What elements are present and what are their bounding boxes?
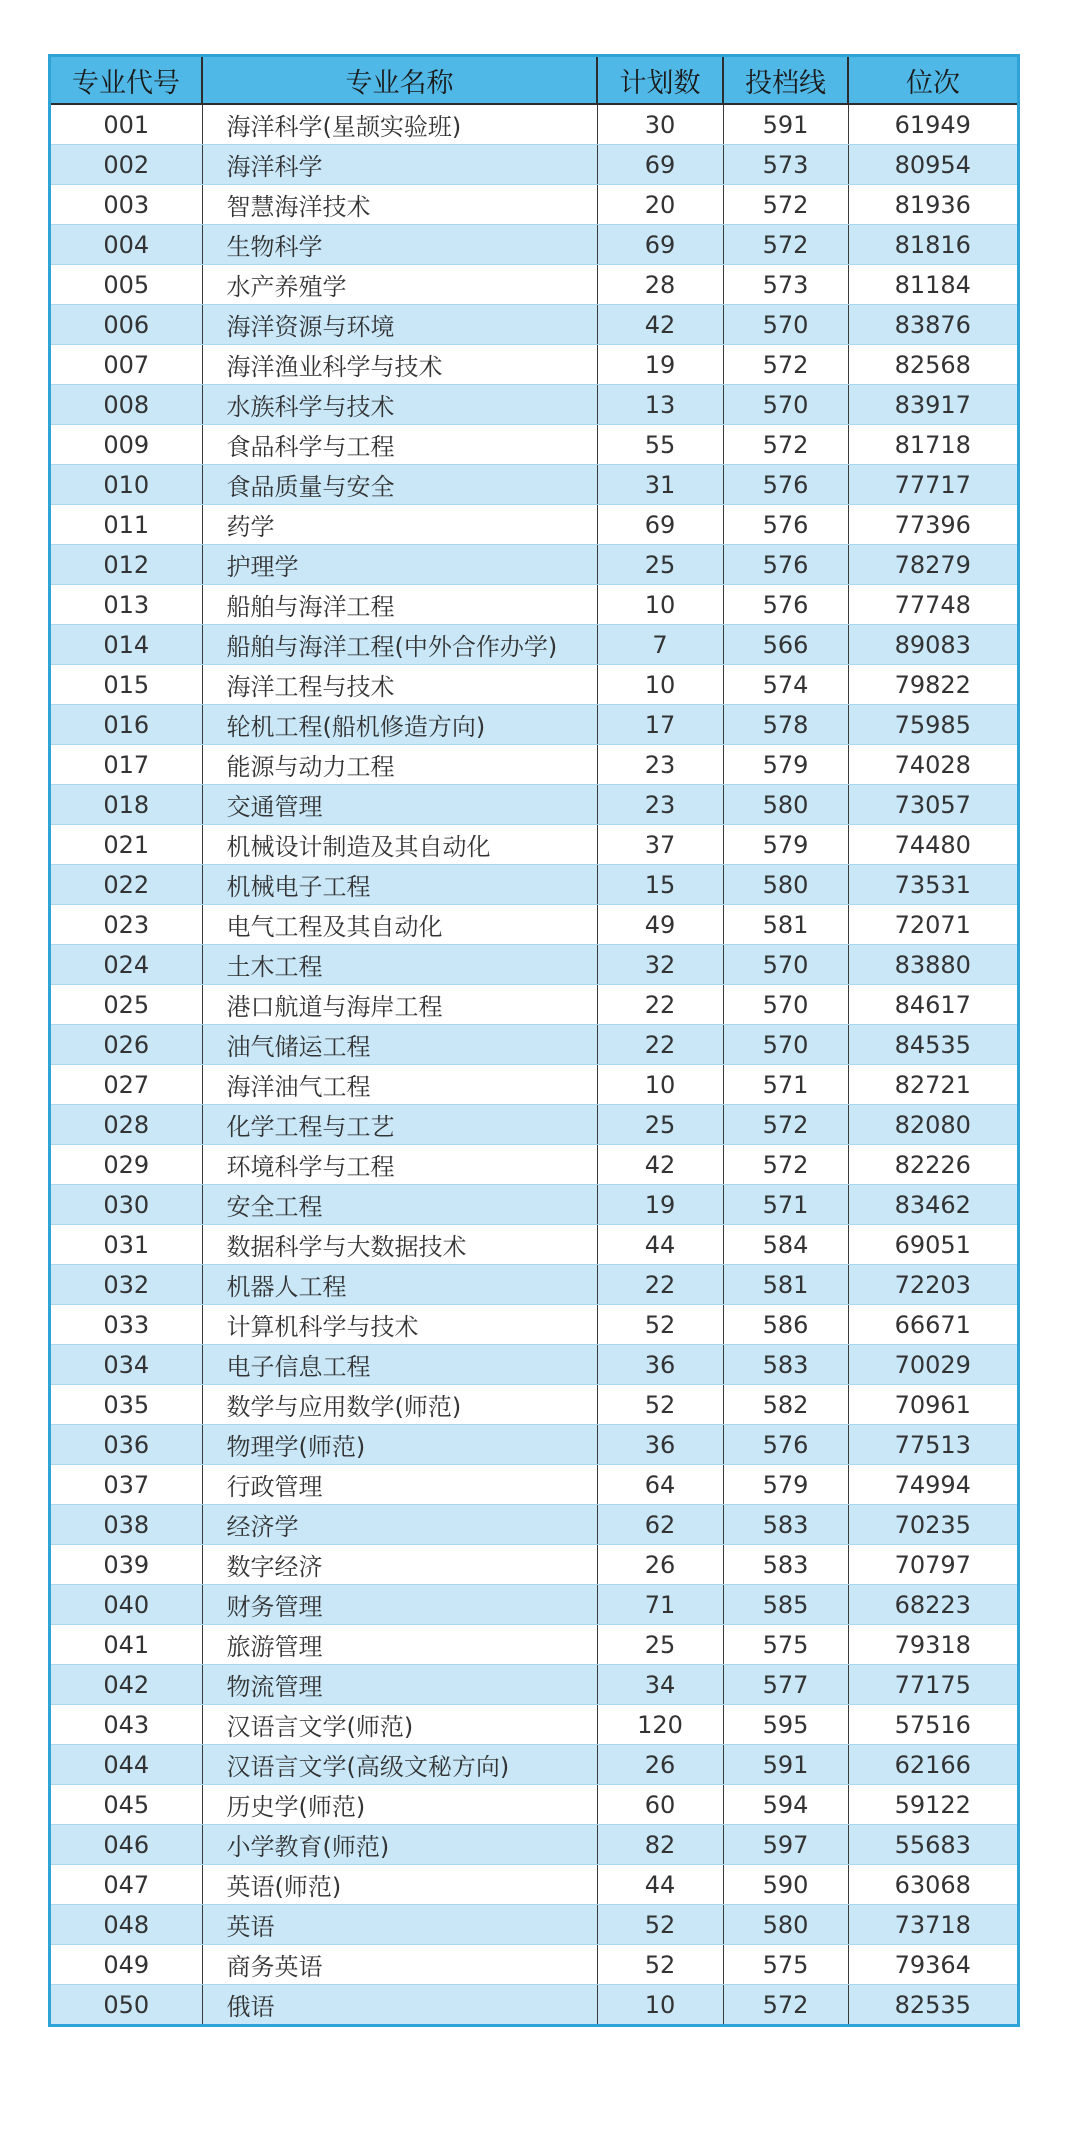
rank-cell: 79364	[848, 1945, 1017, 1985]
major-name-cell: 安全工程	[202, 1185, 597, 1225]
plan-count-cell: 13	[597, 385, 723, 425]
major-name-cell: 药学	[202, 505, 597, 545]
major-name-cell: 旅游管理	[202, 1625, 597, 1665]
major-name-cell: 油气储运工程	[202, 1025, 597, 1065]
major-code-cell: 038	[51, 1505, 202, 1545]
major-name-cell: 交通管理	[202, 785, 597, 825]
plan-count-cell: 10	[597, 665, 723, 705]
table-row	[51, 265, 1017, 305]
rank-cell: 82080	[848, 1105, 1017, 1145]
plan-count-cell: 10	[597, 1985, 723, 2025]
rank-cell: 69051	[848, 1225, 1017, 1265]
rank-cell: 74994	[848, 1465, 1017, 1505]
rank-cell: 83876	[848, 305, 1017, 345]
major-name-cell: 英语(师范)	[202, 1865, 597, 1905]
table-row	[51, 1465, 1017, 1505]
plan-count-cell: 23	[597, 745, 723, 785]
cutoff-score-cell: 570	[723, 385, 848, 425]
major-name-cell: 环境科学与工程	[202, 1145, 597, 1185]
table-row	[51, 465, 1017, 505]
table-row	[51, 1945, 1017, 1985]
cutoff-score-cell: 572	[723, 425, 848, 465]
cutoff-score-cell: 576	[723, 585, 848, 625]
cutoff-score-cell: 586	[723, 1305, 848, 1345]
cutoff-score-cell: 591	[723, 104, 848, 145]
major-code-cell: 014	[51, 625, 202, 665]
plan-count-cell: 25	[597, 1625, 723, 1665]
major-name-cell: 汉语言文学(高级文秘方向)	[202, 1745, 597, 1785]
major-code-cell: 040	[51, 1585, 202, 1625]
major-name-cell: 水产养殖学	[202, 265, 597, 305]
plan-count-cell: 71	[597, 1585, 723, 1625]
major-name-cell: 海洋油气工程	[202, 1065, 597, 1105]
plan-count-cell: 22	[597, 1025, 723, 1065]
major-name-cell: 海洋科学(星颉实验班)	[202, 104, 597, 145]
cutoff-score-cell: 566	[723, 625, 848, 665]
table-row	[51, 1785, 1017, 1825]
cutoff-score-cell: 580	[723, 865, 848, 905]
major-name-cell: 物理学(师范)	[202, 1425, 597, 1465]
plan-count-cell: 15	[597, 865, 723, 905]
cutoff-score-cell: 573	[723, 145, 848, 185]
table-row	[51, 1825, 1017, 1865]
plan-count-cell: 25	[597, 1105, 723, 1145]
table-row	[51, 225, 1017, 265]
cutoff-score-cell: 594	[723, 1785, 848, 1825]
table-row	[51, 104, 1017, 145]
major-name-cell: 食品质量与安全	[202, 465, 597, 505]
plan-count-cell: 120	[597, 1705, 723, 1745]
major-code-cell: 008	[51, 385, 202, 425]
major-name-cell: 机器人工程	[202, 1265, 597, 1305]
plan-count-cell: 10	[597, 585, 723, 625]
plan-count-cell: 34	[597, 1665, 723, 1705]
cutoff-score-cell: 571	[723, 1185, 848, 1225]
plan-count-cell: 49	[597, 905, 723, 945]
rank-cell: 59122	[848, 1785, 1017, 1825]
rank-cell: 77396	[848, 505, 1017, 545]
table-row	[51, 1545, 1017, 1585]
major-code-cell: 036	[51, 1425, 202, 1465]
rank-cell: 84617	[848, 985, 1017, 1025]
cutoff-score-cell: 570	[723, 945, 848, 985]
major-code-cell: 028	[51, 1105, 202, 1145]
plan-count-cell: 42	[597, 1145, 723, 1185]
major-name-cell: 英语	[202, 1905, 597, 1945]
rank-cell: 63068	[848, 1865, 1017, 1905]
major-name-cell: 海洋工程与技术	[202, 665, 597, 705]
major-code-cell: 004	[51, 225, 202, 265]
major-name-cell: 物流管理	[202, 1665, 597, 1705]
table-row	[51, 1345, 1017, 1385]
rank-cell: 79822	[848, 665, 1017, 705]
major-code-cell: 048	[51, 1905, 202, 1945]
major-code-cell: 042	[51, 1665, 202, 1705]
cutoff-score-cell: 583	[723, 1545, 848, 1585]
rank-cell: 77513	[848, 1425, 1017, 1465]
major-code-cell: 030	[51, 1185, 202, 1225]
major-code-cell: 003	[51, 185, 202, 225]
plan-count-cell: 26	[597, 1545, 723, 1585]
major-code-cell: 039	[51, 1545, 202, 1585]
major-name-cell: 海洋渔业科学与技术	[202, 345, 597, 385]
major-name-cell: 数据科学与大数据技术	[202, 1225, 597, 1265]
cutoff-score-cell: 579	[723, 1465, 848, 1505]
major-code-cell: 016	[51, 705, 202, 745]
header-cutoff-score: 投档线	[723, 57, 848, 104]
cutoff-score-cell: 570	[723, 305, 848, 345]
major-name-cell: 汉语言文学(师范)	[202, 1705, 597, 1745]
cutoff-score-cell: 583	[723, 1345, 848, 1385]
table-row	[51, 785, 1017, 825]
table-row	[51, 185, 1017, 225]
major-name-cell: 食品科学与工程	[202, 425, 597, 465]
rank-cell: 82721	[848, 1065, 1017, 1105]
rank-cell: 77175	[848, 1665, 1017, 1705]
cutoff-score-cell: 580	[723, 1905, 848, 1945]
cutoff-score-cell: 576	[723, 505, 848, 545]
cutoff-score-cell: 582	[723, 1385, 848, 1425]
major-name-cell: 电气工程及其自动化	[202, 905, 597, 945]
cutoff-score-cell: 572	[723, 185, 848, 225]
plan-count-cell: 22	[597, 985, 723, 1025]
major-code-cell: 018	[51, 785, 202, 825]
rank-cell: 89083	[848, 625, 1017, 665]
cutoff-score-cell: 575	[723, 1945, 848, 1985]
plan-count-cell: 30	[597, 104, 723, 145]
table-row	[51, 1905, 1017, 1945]
table-row	[51, 1385, 1017, 1425]
major-name-cell: 财务管理	[202, 1585, 597, 1625]
cutoff-score-cell: 572	[723, 225, 848, 265]
plan-count-cell: 52	[597, 1305, 723, 1345]
major-code-cell: 045	[51, 1785, 202, 1825]
table-row	[51, 705, 1017, 745]
rank-cell: 70961	[848, 1385, 1017, 1425]
table-row	[51, 865, 1017, 905]
header-major-code: 专业代号	[51, 57, 202, 104]
plan-count-cell: 36	[597, 1345, 723, 1385]
table-row	[51, 825, 1017, 865]
major-name-cell: 机械设计制造及其自动化	[202, 825, 597, 865]
major-name-cell: 智慧海洋技术	[202, 185, 597, 225]
major-name-cell: 海洋科学	[202, 145, 597, 185]
rank-cell: 83880	[848, 945, 1017, 985]
cutoff-score-cell: 576	[723, 1425, 848, 1465]
major-name-cell: 轮机工程(船机修造方向)	[202, 705, 597, 745]
major-code-cell: 015	[51, 665, 202, 705]
major-name-cell: 港口航道与海岸工程	[202, 985, 597, 1025]
rank-cell: 84535	[848, 1025, 1017, 1065]
major-code-cell: 023	[51, 905, 202, 945]
major-name-cell: 小学教育(师范)	[202, 1825, 597, 1865]
plan-count-cell: 44	[597, 1865, 723, 1905]
table-row	[51, 1705, 1017, 1745]
plan-count-cell: 7	[597, 625, 723, 665]
rank-cell: 73057	[848, 785, 1017, 825]
major-name-cell: 经济学	[202, 1505, 597, 1545]
plan-count-cell: 17	[597, 705, 723, 745]
rank-cell: 75985	[848, 705, 1017, 745]
table-row	[51, 145, 1017, 185]
table-row	[51, 1025, 1017, 1065]
major-name-cell: 数字经济	[202, 1545, 597, 1585]
table-row	[51, 905, 1017, 945]
header-rank: 位次	[848, 57, 1017, 104]
rank-cell: 81936	[848, 185, 1017, 225]
table-row	[51, 985, 1017, 1025]
major-code-cell: 037	[51, 1465, 202, 1505]
major-code-cell: 050	[51, 1985, 202, 2025]
plan-count-cell: 52	[597, 1945, 723, 1985]
rank-cell: 72203	[848, 1265, 1017, 1305]
cutoff-score-cell: 583	[723, 1505, 848, 1545]
table-row	[51, 585, 1017, 625]
plan-count-cell: 31	[597, 465, 723, 505]
table-header	[51, 57, 1017, 104]
table-row	[51, 1625, 1017, 1665]
rank-cell: 82226	[848, 1145, 1017, 1185]
cutoff-score-cell: 579	[723, 745, 848, 785]
table-row	[51, 1665, 1017, 1705]
table-row	[51, 1585, 1017, 1625]
major-name-cell: 护理学	[202, 545, 597, 585]
major-name-cell: 行政管理	[202, 1465, 597, 1505]
table-row	[51, 1865, 1017, 1905]
major-name-cell: 历史学(师范)	[202, 1785, 597, 1825]
plan-count-cell: 20	[597, 185, 723, 225]
cutoff-score-cell: 576	[723, 545, 848, 585]
cutoff-score-cell: 576	[723, 465, 848, 505]
plan-count-cell: 19	[597, 1185, 723, 1225]
major-code-cell: 002	[51, 145, 202, 185]
major-name-cell: 化学工程与工艺	[202, 1105, 597, 1145]
rank-cell: 78279	[848, 545, 1017, 585]
major-code-cell: 032	[51, 1265, 202, 1305]
plan-count-cell: 82	[597, 1825, 723, 1865]
major-name-cell: 水族科学与技术	[202, 385, 597, 425]
table-row	[51, 545, 1017, 585]
major-code-cell: 047	[51, 1865, 202, 1905]
rank-cell: 77748	[848, 585, 1017, 625]
rank-cell: 83917	[848, 385, 1017, 425]
rank-cell: 70235	[848, 1505, 1017, 1545]
table-row	[51, 1265, 1017, 1305]
table-row	[51, 345, 1017, 385]
major-code-cell: 022	[51, 865, 202, 905]
plan-count-cell: 26	[597, 1745, 723, 1785]
major-name-cell: 船舶与海洋工程(中外合作办学)	[202, 625, 597, 665]
table-row	[51, 1305, 1017, 1345]
plan-count-cell: 10	[597, 1065, 723, 1105]
plan-count-cell: 44	[597, 1225, 723, 1265]
table-row	[51, 1745, 1017, 1785]
rank-cell: 74480	[848, 825, 1017, 865]
table-row	[51, 1505, 1017, 1545]
plan-count-cell: 69	[597, 505, 723, 545]
table-row	[51, 1425, 1017, 1465]
plan-count-cell: 25	[597, 545, 723, 585]
cutoff-score-cell: 574	[723, 665, 848, 705]
cutoff-score-cell: 575	[723, 1625, 848, 1665]
rank-cell: 70029	[848, 1345, 1017, 1385]
cutoff-score-cell: 577	[723, 1665, 848, 1705]
major-code-cell: 010	[51, 465, 202, 505]
plan-count-cell: 52	[597, 1905, 723, 1945]
cutoff-score-cell: 572	[723, 1985, 848, 2025]
plan-count-cell: 28	[597, 265, 723, 305]
rank-cell: 66671	[848, 1305, 1017, 1345]
major-code-cell: 025	[51, 985, 202, 1025]
cutoff-score-cell: 597	[723, 1825, 848, 1865]
cutoff-score-cell: 579	[723, 825, 848, 865]
major-code-cell: 011	[51, 505, 202, 545]
cutoff-score-cell: 585	[723, 1585, 848, 1625]
cutoff-score-cell: 572	[723, 345, 848, 385]
major-name-cell: 生物科学	[202, 225, 597, 265]
rank-cell: 83462	[848, 1185, 1017, 1225]
plan-count-cell: 36	[597, 1425, 723, 1465]
header-major-name: 专业名称	[202, 57, 597, 104]
table-row	[51, 385, 1017, 425]
major-name-cell: 数学与应用数学(师范)	[202, 1385, 597, 1425]
major-code-cell: 024	[51, 945, 202, 985]
header-row	[51, 57, 1017, 104]
major-code-cell: 001	[51, 104, 202, 145]
table-row	[51, 1065, 1017, 1105]
major-code-cell: 026	[51, 1025, 202, 1065]
table-row	[51, 1225, 1017, 1265]
major-code-cell: 013	[51, 585, 202, 625]
rank-cell: 73718	[848, 1905, 1017, 1945]
table-row	[51, 505, 1017, 545]
major-code-cell: 017	[51, 745, 202, 785]
plan-count-cell: 52	[597, 1385, 723, 1425]
major-code-cell: 029	[51, 1145, 202, 1185]
major-name-cell: 能源与动力工程	[202, 745, 597, 785]
plan-count-cell: 23	[597, 785, 723, 825]
rank-cell: 72071	[848, 905, 1017, 945]
table-row	[51, 1985, 1017, 2025]
rank-cell: 70797	[848, 1545, 1017, 1585]
rank-cell: 81816	[848, 225, 1017, 265]
cutoff-score-cell: 572	[723, 1105, 848, 1145]
major-code-cell: 012	[51, 545, 202, 585]
rank-cell: 82568	[848, 345, 1017, 385]
table-row	[51, 945, 1017, 985]
major-name-cell: 海洋资源与环境	[202, 305, 597, 345]
major-code-cell: 005	[51, 265, 202, 305]
cutoff-score-cell: 578	[723, 705, 848, 745]
plan-count-cell: 55	[597, 425, 723, 465]
rank-cell: 74028	[848, 745, 1017, 785]
rank-cell: 61949	[848, 104, 1017, 145]
table-row	[51, 665, 1017, 705]
cutoff-score-cell: 584	[723, 1225, 848, 1265]
table-row	[51, 425, 1017, 465]
table-row	[51, 745, 1017, 785]
cutoff-score-cell: 570	[723, 985, 848, 1025]
cutoff-score-cell: 595	[723, 1705, 848, 1745]
rank-cell: 81184	[848, 265, 1017, 305]
major-name-cell: 船舶与海洋工程	[202, 585, 597, 625]
major-name-cell: 土木工程	[202, 945, 597, 985]
cutoff-score-cell: 571	[723, 1065, 848, 1105]
major-code-cell: 041	[51, 1625, 202, 1665]
rank-cell: 82535	[848, 1985, 1017, 2025]
rank-cell: 79318	[848, 1625, 1017, 1665]
cutoff-score-cell: 590	[723, 1865, 848, 1905]
major-code-cell: 033	[51, 1305, 202, 1345]
plan-count-cell: 37	[597, 825, 723, 865]
cutoff-score-cell: 581	[723, 1265, 848, 1305]
major-name-cell: 俄语	[202, 1985, 597, 2025]
major-code-cell: 043	[51, 1705, 202, 1745]
header-plan-count: 计划数	[597, 57, 723, 104]
major-code-cell: 009	[51, 425, 202, 465]
table-row	[51, 1105, 1017, 1145]
table-row	[51, 1185, 1017, 1225]
plan-count-cell: 69	[597, 225, 723, 265]
major-code-cell: 027	[51, 1065, 202, 1105]
major-code-cell: 031	[51, 1225, 202, 1265]
major-code-cell: 034	[51, 1345, 202, 1385]
plan-count-cell: 69	[597, 145, 723, 185]
major-code-cell: 035	[51, 1385, 202, 1425]
rank-cell: 80954	[848, 145, 1017, 185]
table-body	[51, 104, 1017, 2024]
rank-cell: 68223	[848, 1585, 1017, 1625]
admission-score-table	[51, 57, 1017, 2024]
rank-cell: 55683	[848, 1825, 1017, 1865]
rank-cell: 73531	[848, 865, 1017, 905]
cutoff-score-cell: 591	[723, 1745, 848, 1785]
major-name-cell: 商务英语	[202, 1945, 597, 1985]
plan-count-cell: 32	[597, 945, 723, 985]
admission-table-container	[48, 54, 1020, 2027]
plan-count-cell: 22	[597, 1265, 723, 1305]
plan-count-cell: 42	[597, 305, 723, 345]
major-code-cell: 007	[51, 345, 202, 385]
cutoff-score-cell: 580	[723, 785, 848, 825]
cutoff-score-cell: 570	[723, 1025, 848, 1065]
major-code-cell: 021	[51, 825, 202, 865]
major-code-cell: 049	[51, 1945, 202, 1985]
rank-cell: 77717	[848, 465, 1017, 505]
plan-count-cell: 64	[597, 1465, 723, 1505]
plan-count-cell: 62	[597, 1505, 723, 1545]
rank-cell: 57516	[848, 1705, 1017, 1745]
major-code-cell: 044	[51, 1745, 202, 1785]
major-code-cell: 006	[51, 305, 202, 345]
cutoff-score-cell: 581	[723, 905, 848, 945]
rank-cell: 81718	[848, 425, 1017, 465]
plan-count-cell: 60	[597, 1785, 723, 1825]
major-name-cell: 计算机科学与技术	[202, 1305, 597, 1345]
major-name-cell: 电子信息工程	[202, 1345, 597, 1385]
major-name-cell: 机械电子工程	[202, 865, 597, 905]
cutoff-score-cell: 572	[723, 1145, 848, 1185]
plan-count-cell: 19	[597, 345, 723, 385]
table-row	[51, 1145, 1017, 1185]
table-row	[51, 305, 1017, 345]
rank-cell: 62166	[848, 1745, 1017, 1785]
cutoff-score-cell: 573	[723, 265, 848, 305]
major-code-cell: 046	[51, 1825, 202, 1865]
table-row	[51, 625, 1017, 665]
